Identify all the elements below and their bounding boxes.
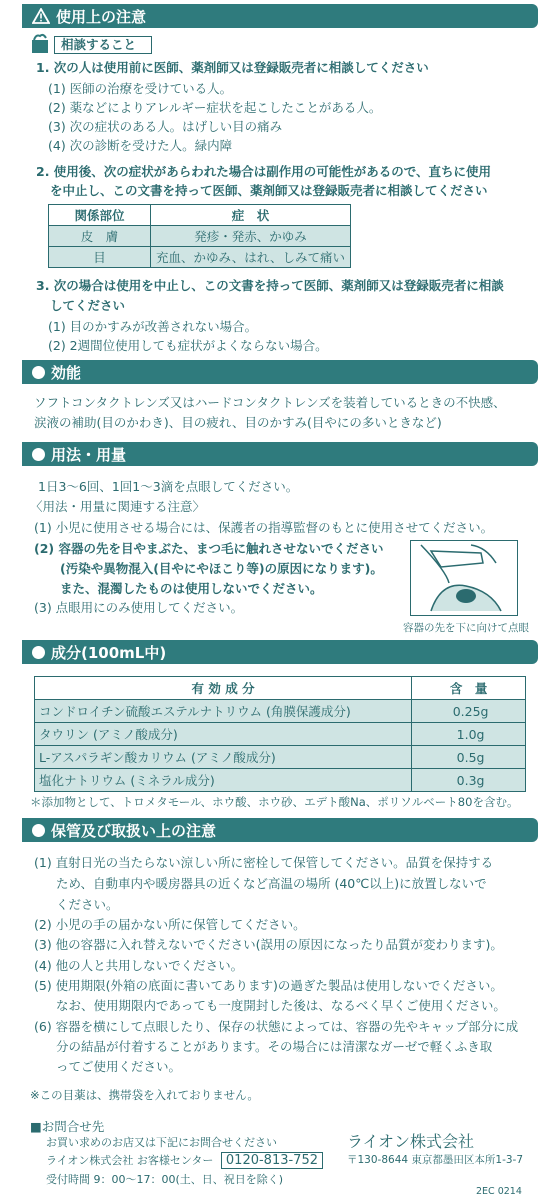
ingredients-table — [34, 676, 526, 792]
table-row — [35, 769, 526, 792]
storage-title: 保管及び取扱い上の注意 — [51, 821, 217, 840]
storage-line: (3) 他の容器に入れ替えないでください(誤用の原因になったり品質が変わります)。 — [34, 937, 503, 952]
company-name: ライオン株式会社 — [347, 1132, 475, 1151]
efficacy-line: ソフトコンタクトレンズ又はハードコンタクトレンズを装着しているときの不快感、 — [34, 395, 506, 410]
storage-line: (6) 容器を横にして点眼したり、保存の状態によっては、容器の先やキャップ部分に成 — [34, 1019, 519, 1034]
symptom-table — [48, 204, 351, 268]
dosage-related-title: 〈用法・用量に関連する注意〉 — [30, 499, 206, 514]
table-cell: 発疹・発赤、かゆみ — [151, 226, 351, 247]
storage-note: ※この目薬は、携帯袋を入れておりません。 — [30, 1088, 259, 1102]
consult-icon — [30, 32, 50, 54]
dosage-note: (2) 容器の先を目やまぶた、まつ毛に触れさせないでください — [34, 541, 384, 556]
caution-item2-line2: を中止し、この文書を持って医師、薬剤師又は登録販売者に相談してください — [50, 183, 488, 198]
caution-item3-line2: してください — [50, 298, 126, 313]
table-row — [35, 723, 526, 746]
contact-line2 — [46, 1152, 323, 1169]
contact-phone[interactable]: 0120-813-752 — [221, 1152, 323, 1169]
table-cell: 1.0g — [412, 723, 526, 746]
storage-line: (2) 小児の手の届かない所に保管してください。 — [34, 917, 306, 932]
contact-line1: お買い求めのお店又は下記にお問合せください — [46, 1136, 277, 1149]
table-cell: 充血、かゆみ、はれ、しみて痛い — [151, 247, 351, 268]
bullet-icon — [32, 448, 45, 461]
table-cell: 0.3g — [412, 769, 526, 792]
caution-item1-sub: (1) 医師の治療を受けている人。 — [48, 81, 233, 96]
ingredients-title: 成分(100mL中) — [51, 643, 167, 662]
table-row — [49, 247, 351, 268]
dosage-note: (1) 小児に使用させる場合には、保護者の指導監督のもとに使用させてください。 — [34, 520, 494, 535]
storage-line: (5) 使用期限(外箱の底面に書いてあります)の過ぎた製品は使用しないでください。 — [34, 978, 503, 993]
storage-line: 分の結晶が付着することがあります。その場合には清潔なガーゼで軽くふき取 — [56, 1039, 493, 1054]
caution-title: 使用上の注意 — [56, 7, 147, 26]
table-row — [35, 746, 526, 769]
dosage-title: 用法・用量 — [51, 445, 127, 464]
efficacy-line: 涙液の補助(目のかわき)、目の疲れ、目のかすみ(目やにの多いときなど) — [34, 415, 442, 430]
caution-header-bar — [22, 4, 538, 28]
table-header-row — [49, 205, 351, 226]
table-row — [35, 700, 526, 723]
table-cell: 目 — [49, 247, 151, 268]
dosage-note: (汚染や異物混入(目やにやほこり等)の原因になります)。 — [60, 561, 383, 576]
caution-item3-line1: 3. 次の場合は使用を中止し、この文書を持って医師、薬剤師又は登録販売者に相談 — [36, 278, 504, 293]
ingredients-header-bar — [22, 640, 538, 664]
storage-line: (1) 直射日光の当たらない涼しい所に密栓して保管してください。品質を保持する — [34, 855, 494, 870]
table-cell: タウリン (アミノ酸成分) — [35, 723, 412, 746]
caution-item2-line1: 2. 使用後、次の症状があらわれた場合は副作用の可能性があるので、直ちに使用 — [36, 164, 492, 179]
storage-line: なお、使用期限内であっても一度開封した後は、なるべく早くご使用ください。 — [56, 998, 506, 1013]
table-header-cell: 症 状 — [151, 205, 351, 226]
caution-item1-sub: (3) 次の症状のある人。はげしい目の痛み — [48, 119, 283, 134]
efficacy-title: 効能 — [51, 363, 82, 382]
efficacy-header-bar — [22, 360, 538, 384]
warning-icon — [32, 8, 50, 24]
table-cell: 塩化ナトリウム (ミネラル成分) — [35, 769, 412, 792]
caution-item3-sub: (1) 目のかすみが改善されない場合。 — [48, 319, 258, 334]
company-address: 〒130-8644 東京都墨田区本所1-3-7 — [347, 1154, 524, 1166]
bullet-icon — [32, 824, 45, 837]
additives-note: ＊添加物として、トロメタモール、ホウ酸、ホウ砂、エデト酸Na、ポリソルベート80を含む。 — [30, 795, 519, 809]
contact-center-label: ライオン株式会社 お客様センター — [46, 1154, 214, 1167]
consult-label: 相談すること — [54, 36, 152, 54]
bullet-icon — [32, 366, 45, 379]
caution-item1-title: 1. 次の人は使用前に医師、薬剤師又は登録販売者に相談してください — [36, 60, 429, 75]
dosage-note: (3) 点眼用にのみ使用してください。 — [34, 600, 244, 615]
illustration-caption: 容器の先を下に向けて点眼 — [403, 622, 529, 634]
caution-item3-sub: (2) 2週間位使用しても症状がよくならない場合。 — [48, 338, 328, 353]
storage-header-bar — [22, 818, 538, 842]
table-header-cell: 含 量 — [412, 677, 526, 700]
caution-item1-sub: (4) 次の診断を受けた人。緑内障 — [48, 138, 233, 153]
contact-heading: ■お問合せ先 — [30, 1119, 105, 1134]
table-row — [49, 226, 351, 247]
product-code: 2EC 0214 — [476, 1186, 522, 1197]
table-cell: 0.25g — [412, 700, 526, 723]
table-cell: 0.5g — [412, 746, 526, 769]
bullet-icon — [32, 646, 45, 659]
table-header-cell: 有 効 成 分 — [35, 677, 412, 700]
storage-line: ください。 — [56, 897, 119, 912]
dosage-note: また、混濁したものは使用しないでください。 — [60, 581, 323, 596]
dosage-main: 1日3～6回、1回1～3滴を点眼してください。 — [38, 479, 299, 494]
storage-line: (4) 他の人と共用しないでください。 — [34, 958, 244, 973]
table-header-row — [35, 677, 526, 700]
table-header-cell: 関係部位 — [49, 205, 151, 226]
dosage-header-bar — [22, 442, 538, 466]
caution-item1-sub: (2) 薬などによりアレルギー症状を起こしたことがある人。 — [48, 100, 382, 115]
table-cell: コンドロイチン硫酸エステルナトリウム (角膜保護成分) — [35, 700, 412, 723]
storage-line: ため、自動車内や暖房器具の近くなど高温の場所 (40℃以上)に放置しないで — [56, 876, 487, 891]
table-cell: 皮 膚 — [49, 226, 151, 247]
table-cell: L-アスパラギン酸カリウム (アミノ酸成分) — [35, 746, 412, 769]
eye-drop-illustration — [410, 540, 518, 616]
contact-hours: 受付時間 9：00～17：00(土、日、祝日を除く) — [46, 1173, 284, 1186]
storage-line: ってご使用ください。 — [56, 1059, 182, 1074]
